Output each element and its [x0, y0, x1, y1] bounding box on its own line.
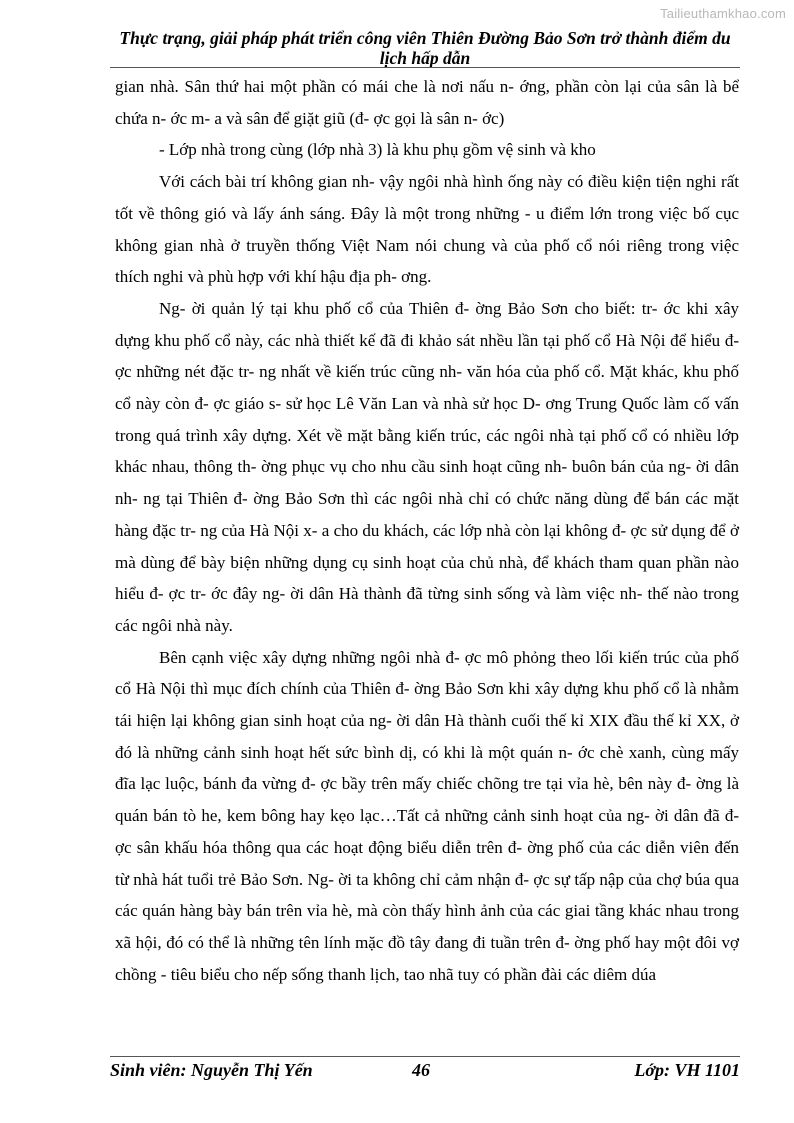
paragraph: - Lớp nhà trong cùng (lớp nhà 3) là khu phụ gồm vệ sinh và kho: [159, 140, 596, 160]
paragraph: Ng- ời quản lý tại khu phố cổ của Thiên đ- ờng Bảo Sơn cho biết: tr- ớc khi xây dựng khu phố cổ này, các nhà thiết kế đã đi khảo sát nhều lần tại phố cổ Hà Nội để hiểu đ- ợc những nét đặc tr- ng nhất về kiến trúc cũng nh- văn hóa của phố cổ. Mặt khác, khu phố cổ này còn đ- ợc giáo s- sử học Lê Văn Lan và nhà sử học D- ơng Trung Quốc làm cố vấn trong quá trình xây dựng. Xét về mặt bằng kiến trúc, các ngôi nhà tại phố cổ có nhiều lớp khác nhau, thông th- ờng phục vụ cho nhu cầu sinh hoạt cũng nh- buôn bán của ng- ời dân nh- ng tại Thiên đ- ờng Bảo Sơn thì các ngôi nhà chỉ có chức năng dùng để bán các mặt hàng đặc tr- ng của Hà Nội x- a cho du khách, các lớp nhà còn lại không đ- ợc sử dụng để ở mà dùng để bày biện những dụng cụ sinh hoạt của chủ nhà, để khách tham quan phần nào hiểu đ- ợc tr- ớc đây ng- ời dân Hà thành đã từng sinh sống và làm việc nh- thế nào trong các ngôi nhà này.: [115, 298, 739, 635]
paragraph: Bên cạnh việc xây dựng những ngôi nhà đ- ợc mô phỏng theo lối kiến trúc của phố cổ Hà Nội thì mục đích chính của Thiên đ- ờng Bảo Sơn khi xây dựng khu phố cổ là nhằm tái hiện lại không gian sinh hoạt của ng- ời dân Hà thành cuối thế kỉ XIX đầu thế kỉ XX, ở đó là những cảnh sinh hoạt hết sức bình dị, có khi là một quán n- ớc chè xanh, cùng mấy đĩa lạc luộc, bánh đa vừng đ- ợc bầy trên mấy chiếc chõng tre tại vỉa hè, bên này đ- ờng là quán bán tò he, kem bông hay kẹo lạc…Tất cả những cảnh sinh hoạt của ng- ời dân đã đ- ợc sân khấu hóa thông qua các hoạt động biểu diễn trên đ- ờng phố của các diễn viên đến từ nhà hát tuổi trẻ Bảo Sơn. Ng- ời ta không chỉ cảm nhận đ- ợc sự tấp nập của chợ búa qua các quán hàng bày bán trên vỉa hè, mà còn thấy hình ảnh của các giai tầng khác nhau trong xã hội, đó có thể là những tên lính mặc đồ tây đang đi tuần trên đ- ờng phố hay một đôi vợ chồng - tiêu biểu cho nếp sống thanh lịch, tao nhã tuy có phần đài các diêm dúa: [115, 647, 739, 984]
watermark: Tailieuthamkhao.com: [660, 6, 786, 21]
paragraph: gian nhà. Sân thứ hai một phần có mái che là nơi nấu n- ớng, phần còn lại của sân là bể chứa n- ớc m- a và sân để giặt giũ (đ- ợc gọi là sân n- ớc): [115, 77, 739, 128]
page-header-title: Thực trạng, giải pháp phát triển công viên Thiên Đường Bảo Sơn trở thành điểm du lịch hấp dẫn: [119, 28, 731, 68]
header-divider: [110, 67, 740, 68]
footer-student-name: Sinh viên: Nguyễn Thị Yến: [110, 1060, 313, 1080]
paragraph: Với cách bài trí không gian nh- vậy ngôi nhà hình ống này có điều kiện tiện nghi rất tốt về thông gió và lấy ánh sáng. Đây là một trong những - u điểm lớn trong việc bố cục không gian nhà ở truyền thống Việt Nam nói chung và của phố cổ nói riêng trong việc thích nghi và phù hợp với khí hậu địa ph- ơng.: [115, 172, 739, 287]
footer-page-number: 46: [412, 1060, 430, 1080]
footer-class: Lớp: VH 1101: [634, 1060, 740, 1080]
page-footer: [110, 1060, 740, 1084]
document-body: [115, 71, 739, 990]
footer-divider: [110, 1056, 740, 1057]
